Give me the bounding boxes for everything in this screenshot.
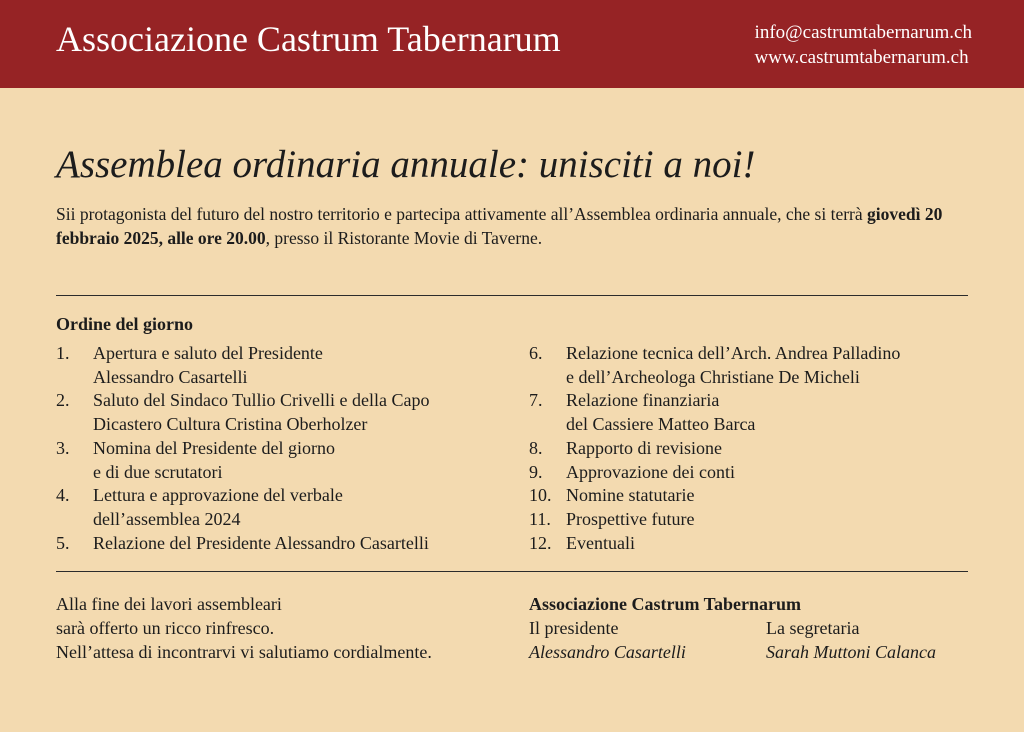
president-name: Alessandro Casartelli [529, 641, 686, 662]
agenda-line: Relazione tecnica dell’Arch. Andrea Palladino [566, 343, 901, 363]
agenda-line: Nomine statutarie [566, 485, 695, 506]
closing-line: Nell’attesa di incontrarvi vi salutiamo cordialmente. [56, 641, 432, 662]
agenda-item [529, 461, 900, 485]
agenda-line: Saluto del Sindaco Tullio Crivelli e della Capo [93, 390, 430, 411]
agenda-list-right [529, 342, 900, 555]
intro-text-2: , presso il Ristorante Movie di Taverne. [265, 228, 543, 248]
website-link[interactable]: www.castrumtabernarum.ch [754, 47, 969, 68]
agenda-line: Relazione del Presidente Alessandro Casartelli [93, 532, 429, 553]
agenda-line: Dicastero Cultura Cristina Oberholzer [93, 414, 368, 435]
agenda-item-number: 4. [56, 485, 70, 506]
agenda-item-text [566, 484, 694, 508]
page-title: Assemblea ordinaria annuale: unisciti a noi! [56, 143, 756, 186]
agenda-line: Alessandro Casartelli [93, 366, 248, 387]
agenda-item [529, 484, 900, 508]
signature-roles [529, 617, 969, 641]
closing-message [56, 593, 432, 664]
divider-top [56, 295, 968, 296]
agenda-item [56, 437, 429, 484]
organization-name: Associazione Castrum Tabernarum [56, 19, 561, 59]
agenda-item [529, 532, 900, 556]
agenda-line: Relazione finanziaria [566, 390, 720, 411]
signature-names [529, 641, 969, 665]
agenda-item [56, 389, 429, 436]
agenda-item-number: 11. [529, 508, 551, 529]
header-banner [0, 0, 1024, 88]
agenda-line: Rapporto di revisione [566, 437, 722, 458]
agenda-item-text [93, 532, 429, 556]
divider-bottom [56, 571, 968, 572]
agenda-item-text [93, 484, 343, 531]
agenda-list-left [56, 342, 429, 555]
closing-line: sarà offerto un ricco rinfresco. [56, 617, 275, 638]
intro-paragraph [56, 202, 976, 250]
agenda-line: dell’assemblea 2024 [93, 508, 241, 529]
agenda-line: Apertura e saluto del Presidente [93, 343, 323, 363]
agenda-line: Approvazione dei conti [566, 461, 735, 482]
agenda-item [529, 389, 900, 436]
agenda-item-text [566, 437, 722, 461]
agenda-line: Prospettive future [566, 508, 695, 529]
agenda-item [56, 342, 429, 389]
agenda-item-number: 10. [529, 485, 552, 506]
agenda-item-text [566, 461, 735, 485]
intro-date: giovedì 20 febbraio 2025, alle ore 20.00 [56, 204, 943, 248]
agenda-item-number: 12. [529, 532, 552, 553]
agenda-item-text [93, 389, 429, 436]
agenda-line: e dell’Archeologa Christiane De Micheli [566, 366, 860, 387]
agenda-line: Eventuali [566, 532, 635, 553]
agenda-line: Nomina del Presidente del giorno [93, 437, 335, 458]
agenda-item-number: 6. [529, 343, 543, 363]
agenda-item-text [566, 532, 635, 556]
agenda-item [529, 437, 900, 461]
agenda-item-text [93, 342, 323, 389]
closing-line: Alla fine dei lavori assembleari [56, 594, 282, 614]
agenda-item [529, 508, 900, 532]
agenda-item [56, 484, 429, 531]
agenda-item-number: 7. [529, 390, 543, 411]
signature-block [529, 593, 969, 664]
agenda-item-text [566, 389, 755, 436]
secretary-role: La segretaria [766, 617, 860, 638]
contact-info [755, 20, 972, 70]
agenda-item-number: 9. [529, 461, 543, 482]
agenda-item-number: 8. [529, 437, 543, 458]
agenda-item-text [566, 342, 900, 389]
intro-text-1: Sii protagonista del futuro del nostro territorio e partecipa attivamente all’Assemblea ordinaria annuale, che si terrà [56, 204, 868, 224]
agenda-title: Ordine del giorno [56, 314, 194, 334]
agenda-item [529, 342, 900, 389]
agenda-item-number: 5. [56, 532, 70, 553]
agenda-line: e di due scrutatori [93, 461, 223, 482]
agenda-item-text [566, 508, 694, 532]
agenda-item-number: 2. [56, 390, 70, 411]
agenda-line: Lettura e approvazione del verbale [93, 485, 343, 506]
agenda-item-number: 3. [56, 437, 70, 458]
agenda-item-number: 1. [56, 343, 70, 363]
president-role: Il presidente [529, 617, 619, 638]
agenda-item-text [93, 437, 335, 484]
secretary-name: Sarah Muttoni Calanca [766, 641, 936, 662]
signature-organization: Associazione Castrum Tabernarum [529, 594, 802, 614]
agenda-item [56, 532, 429, 556]
email-link[interactable]: info@castrumtabernarum.ch [754, 22, 972, 43]
agenda-line: del Cassiere Matteo Barca [566, 414, 756, 435]
